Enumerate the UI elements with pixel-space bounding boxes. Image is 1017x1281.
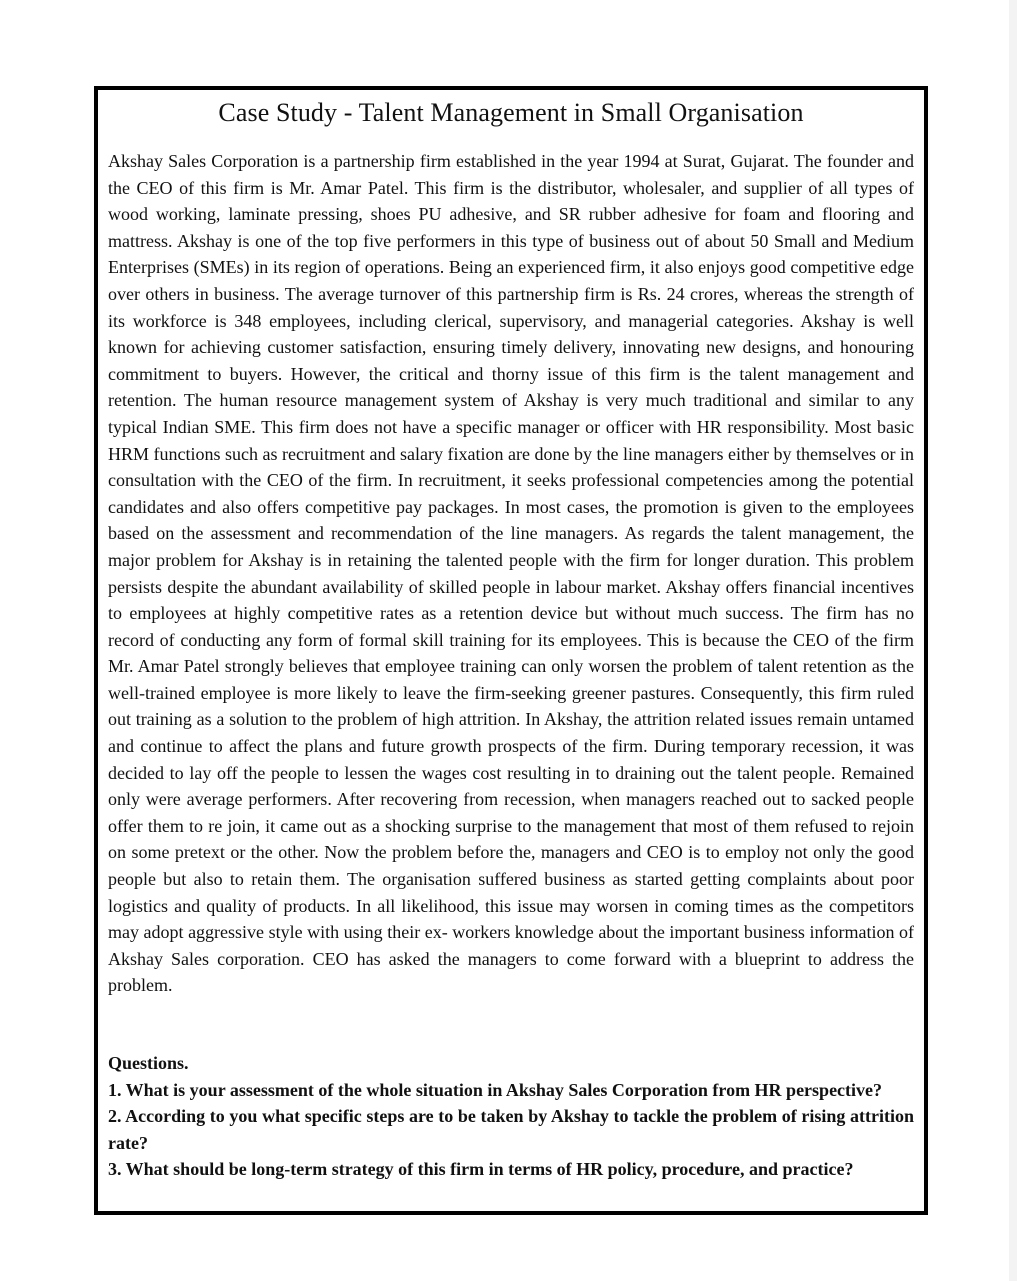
scrollbar-track[interactable] <box>1009 0 1017 1281</box>
case-study-page <box>94 86 928 1215</box>
questions-heading: Questions. <box>108 1053 189 1073</box>
question-2: 2. According to you what specific steps are to be taken by Akshay to tackle the problem of rising attrition rate? <box>108 1106 914 1153</box>
document-title: Case Study - Talent Management in Small Organisation <box>218 98 804 127</box>
case-study-body: Akshay Sales Corporation is a partnership firm established in the year 1994 at Surat, Gujarat. The founder and the CEO of this firm is Mr. Amar Patel. This firm is the distributor, wholesaler, and supplier of all types of wood working, laminate pressing, shoes PU adhesive, and SR rubber adhesive for foam and flooring and mattress. Akshay is one of the top five performers in this type of business out of about 50 Small and Medium Enterprises (SMEs) in its region of operations. Being an experienced firm, it also enjoys good competitive edge over others in business. The average turnover of this partnership firm is Rs. 24 crores, whereas the strength of its workforce is 348 employees, including clerical, supervisory, and managerial categories. Akshay is well known for achieving customer satisfaction, ensuring timely delivery, innovating new designs, and honouring commitment to buyers. However, the critical and thorny issue of this firm is the talent management and retention. The human resource management system of Akshay is very much traditional and similar to any typical Indian SME. This firm does not have a specific manager or officer with HR responsibility. Most basic HRM functions such as recruitment and salary fixation are done by the line managers either by themselves or in consultation with the CEO of the firm. In recruitment, it seeks professional competencies among the potential candidates and also offers competitive pay packages. In most cases, the promotion is given to the employees based on the assessment and recommendation of the line managers. As regards the talent management, the major problem for Akshay is in retaining the talented people with the firm for longer duration. This problem persists despite the abundant availability of skilled people in labour market. Akshay offers financial incentives to employees at highly competitive rates as a retention device but without much success. The firm has no record of conducting any form of formal skill training for its employees. This is because the CEO of the firm Mr. Amar Patel strongly believes that employee training can only worsen the problem of talent retention as the well-trained employee is more likely to leave the firm-seeking greener pastures. Consequently, this firm ruled out training as a solution to the problem of high attrition. In Akshay, the attrition related issues remain untamed and continue to affect the plans and future growth prospects of the firm. During temporary recession, it was decided to lay off the people to lessen the wages cost resulting in to draining out the talent people. Remained only were average performers. After recovering from recession, when managers reached out to sacked people offer them to re join, it came out as a shocking surprise to the management that most of them refused to rejoin on some pretext or the other. Now the problem before the, managers and CEO is to employ not only the good people but also to retain them. The organisation suffered business as started getting complaints about poor logistics and quality of products. In all likelihood, this issue may worsen in coming times as the competitors may adopt aggressive style with using their ex- workers knowledge about the important business information of Akshay Sales corporation. CEO has asked the managers to come forward with a blueprint to address the problem. <box>108 151 914 996</box>
questions-section <box>108 1050 914 1183</box>
question-3: 3. What should be long-term strategy of this firm in terms of HR policy, procedure, and practice? <box>108 1159 854 1180</box>
question-1: 1. What is your assessment of the whole situation in Akshay Sales Corporation from HR perspective? <box>108 1079 883 1100</box>
